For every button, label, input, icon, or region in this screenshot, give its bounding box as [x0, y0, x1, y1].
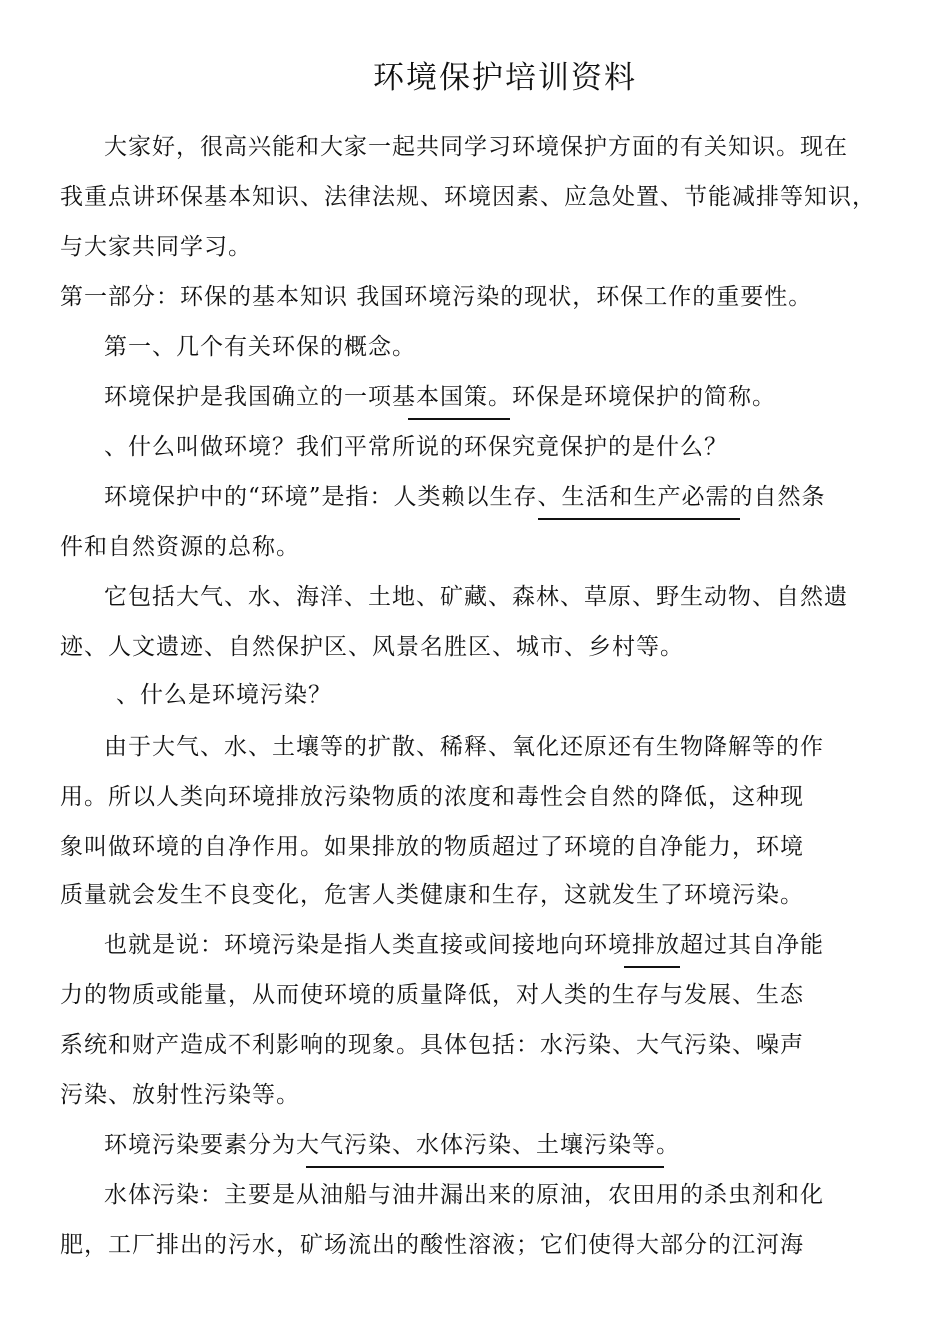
- paragraph-line: 水体污染：主要是从油船与油井漏出来的原油，农田用的杀虫剂和化: [104, 1182, 824, 1208]
- paragraph-line: 质量就会发生不良变化，危害人类健康和生存，这就发生了环境污染。: [60, 882, 804, 908]
- paragraph-line: 由于大气、水、土壤等的扩散、稀释、氧化还原还有生物降解等的作: [104, 734, 824, 760]
- paragraph-line: 环境污染要素分为大气污染、水体污染、土壤污染等。: [104, 1132, 680, 1158]
- paragraph-line: 它包括大气、水、海洋、土地、矿藏、森林、草原、野生动物、自然遗: [104, 584, 848, 610]
- paragraph-line: 、什么叫做环境？我们平常所说的环保究竟保护的是什么？: [104, 434, 728, 460]
- paragraph-line: 环境保护中的“环境”是指：人类赖以生存、生活和生产必需的自然条: [104, 484, 826, 510]
- paragraph-line: 环境保护是我国确立的一项基本国策。环保是环境保护的简称。: [104, 384, 776, 410]
- paragraph-line: 第一、几个有关环保的概念。: [104, 334, 416, 360]
- underline: [408, 418, 510, 420]
- paragraph-line: 、什么是环境污染？: [116, 682, 332, 708]
- paragraph-line: 也就是说：环境污染是指人类直接或间接地向环境排放超过其自净能: [104, 932, 824, 958]
- paragraph-line: 迹、人文遗迹、自然保护区、风景名胜区、城市、乡村等。: [60, 634, 684, 660]
- paragraph-line: 大家好，很高兴能和大家一起共同学习环境保护方面的有关知识。现在: [104, 134, 848, 160]
- paragraph-line: 象叫做环境的自净作用。如果排放的物质超过了环境的自净能力，环境: [60, 834, 804, 860]
- paragraph-line: 力的物质或能量，从而使环境的质量降低，对人类的生存与发展、生态: [60, 982, 804, 1008]
- paragraph-line: 系统和财产造成不利影响的现象。具体包括：水污染、大气污染、噪声: [60, 1032, 804, 1058]
- underline: [538, 518, 740, 520]
- paragraph-line: 用。所以人类向环境排放污染物质的浓度和毒性会自然的降低，这种现: [60, 784, 804, 810]
- paragraph-line: 污染、放射性污染等。: [60, 1082, 300, 1108]
- underline: [624, 966, 680, 968]
- paragraph-line: 肥，工厂排出的污水，矿场流出的酸性溶液；它们使得大部分的江河海: [60, 1232, 804, 1258]
- paragraph-line: 与大家共同学习。: [60, 234, 252, 260]
- document-title: 环境保护培训资料: [373, 60, 637, 96]
- underline: [306, 1166, 664, 1168]
- paragraph-line: 件和自然资源的总称。: [60, 534, 300, 560]
- paragraph-line: 我重点讲环保基本知识、法律法规、环境因素、应急处置、节能减排等知识，: [60, 184, 876, 210]
- paragraph-line: 第一部分：环保的基本知识 我国环境污染的现状，环保工作的重要性。: [60, 284, 813, 310]
